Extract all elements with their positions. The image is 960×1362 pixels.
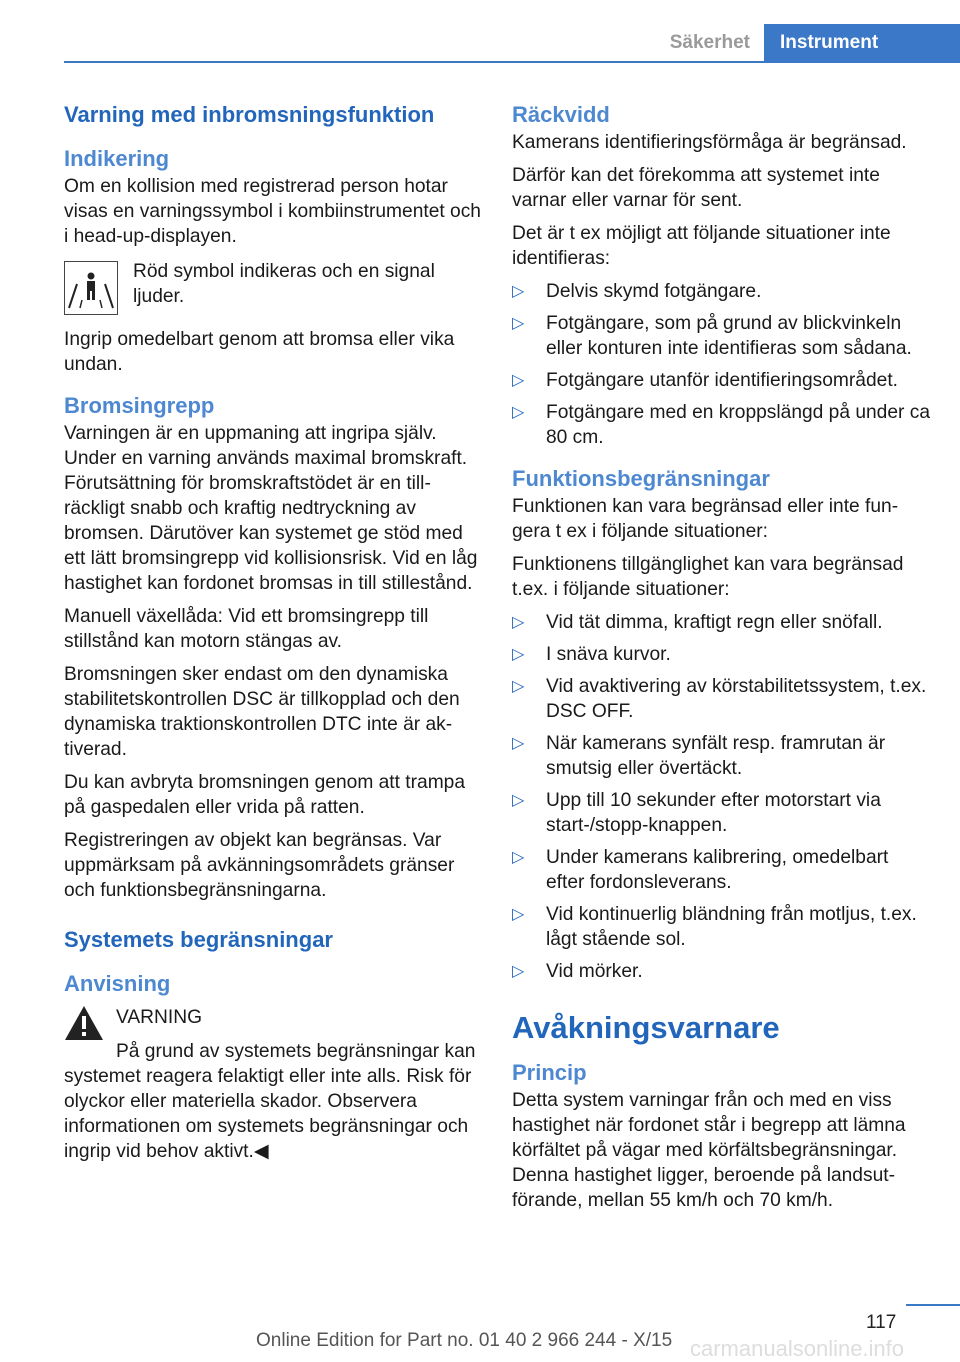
section-tabs [656, 24, 960, 62]
bromsingrepp-p4: Du kan avbryta bromsningen genom att trampa på gaspedalen eller vrida på ratten. [64, 772, 466, 818]
list-item: ▷ Vid mörker. [512, 959, 930, 984]
footer-rule [906, 1304, 960, 1306]
subheading-indikering: Indikering [64, 146, 170, 171]
bromsingrepp-p5: Registreringen av objekt kan begränsas. Var uppmärksam på avkänningsområdets gränser och funktionsbegränsningarna. [64, 830, 455, 901]
right-column [512, 100, 930, 1221]
bromsingrepp-p3: Bromsningen sker endast om den dynamiska stabilitetskontrollen DSC är tillkopplad och den dynamiska traktionskontrollen DTC inte är aktiverad. [64, 664, 460, 760]
rackvidd-p2: Därför kan det förekomma att systemet inte varnar eller varnar för sent. [512, 165, 880, 211]
header-rule [64, 61, 960, 63]
indikering-text: Om en kollision med registrerad person hotar visas en varningssymbol i kombiinstrumentet och i head-up-displayen. [64, 176, 481, 247]
symbol-description: Röd symbol indikeras och en signal ljuder. [133, 261, 435, 307]
symbol-block [64, 257, 482, 315]
pedestrian-warning-icon [64, 261, 118, 315]
subheading-funktionsbegransningar: Funktionsbegränsningar [512, 466, 770, 491]
tab-instrument[interactable]: Instrument [764, 24, 960, 62]
rackvidd-p1: Kamerans identifieringsförmåga är begränsad. [512, 132, 907, 153]
princip-text: Detta system varningar från och med en viss hastighet när fordonet står i begrepp att lämna körfältet på vägar med körfältsbegränsningar. Denna hastighet ligger, beroende på landsutförande, mellan 55 km/h och 70 km/h. [512, 1090, 906, 1211]
warning-block [64, 1005, 482, 1041]
warning-text: På grund av systemets begränsningar kan systemet reagera felaktigt eller inte alls. Risk för olyckor eller materiella skador. Observera informationen om systemets begränsningar och ingrip vid behov aktivt.◀ [64, 1041, 476, 1162]
section-title-inbromsning: Varning med inbromsningsfunktion [64, 102, 435, 127]
subheading-anvisning: Anvisning [64, 971, 171, 996]
subheading-bromsingrepp: Bromsingrepp [64, 393, 215, 418]
list-item: ▷ Delvis skymd fotgängare. [512, 279, 930, 304]
funktion-p2: Funktionens tillgänglighet kan vara begränsad t.ex. i följande situationer: [512, 554, 904, 600]
section-title-begransningar: Systemets begränsningar [64, 927, 333, 952]
rackvidd-p3: Det är t ex möjligt att följande situationer inte identifieras: [512, 223, 891, 269]
page-number: 117 [866, 1312, 897, 1333]
funktion-p1: Funktionen kan vara begränsad eller inte fungera t ex i följande situationer: [512, 496, 899, 542]
list-item: ▷ Upp till 10 sekunder efter motorstart via start-/stopp-knappen. [512, 788, 930, 838]
subheading-rackvidd: Räckvidd [512, 102, 610, 127]
list-item: ▷ När kamerans synfält resp. framrutan är smutsig eller övertäckt. [512, 731, 930, 781]
section-title-avakningsvarnare: Avåkningsvarnare [512, 1010, 780, 1045]
subheading-princip: Princip [512, 1060, 587, 1085]
list-item: ▷ Under kamerans kalibrering, omedelbart efter fordonsleverans. [512, 845, 930, 895]
rackvidd-list [512, 279, 930, 450]
warning-triangle-icon [64, 1005, 104, 1041]
list-item: ▷ Vid avaktivering av körstabilitetssystem, t.ex. DSC OFF. [512, 674, 930, 724]
bromsingrepp-p1: Varningen är en uppmaning att ingripa själv. Under en varning används maximal bromskraft. Förutsättning för bromskraftstödet är en tillräckligt snabb och kraftig nedtryckning av bromsen. Därutöver kan systemet ge stöd med ett lätt bromsingrepp vid kollisionsrisk. Vid en låg hastighet kan fordonet bromsas in till stillestånd. [64, 423, 478, 594]
list-item: ▷ Fotgängare med en kroppslängd på under ca 80 cm. [512, 400, 930, 450]
list-item: ▷ Vid tät dimma, kraftigt regn eller snöfall. [512, 610, 930, 635]
edition-text: Online Edition for Part no. 01 40 2 966 244 - X/15 [256, 1330, 673, 1351]
list-item: ▷ Fotgängare utanför identifieringsområdet. [512, 368, 930, 393]
tab-sakerhet[interactable]: Säkerhet [656, 24, 764, 62]
warning-label: VARNING [116, 1007, 202, 1028]
funktion-list [512, 610, 930, 984]
list-item: ▷ Vid kontinuerlig bländning från motljus, t.ex. lågt stående sol. [512, 902, 930, 952]
bromsingrepp-p2: Manuell växellåda: Vid ett bromsingrepp till stillstånd kan motorn stängas av. [64, 606, 429, 652]
indikering-action: Ingrip omedelbart genom att bromsa eller vika undan. [64, 329, 455, 375]
left-column [64, 100, 482, 1172]
list-item: ▷ I snäva kurvor. [512, 642, 930, 667]
list-item: ▷ Fotgängare, som på grund av blickvinkeln eller konturen inte identifieras som sådana. [512, 311, 930, 361]
watermark: carmanualsonline.info [690, 1336, 905, 1361]
